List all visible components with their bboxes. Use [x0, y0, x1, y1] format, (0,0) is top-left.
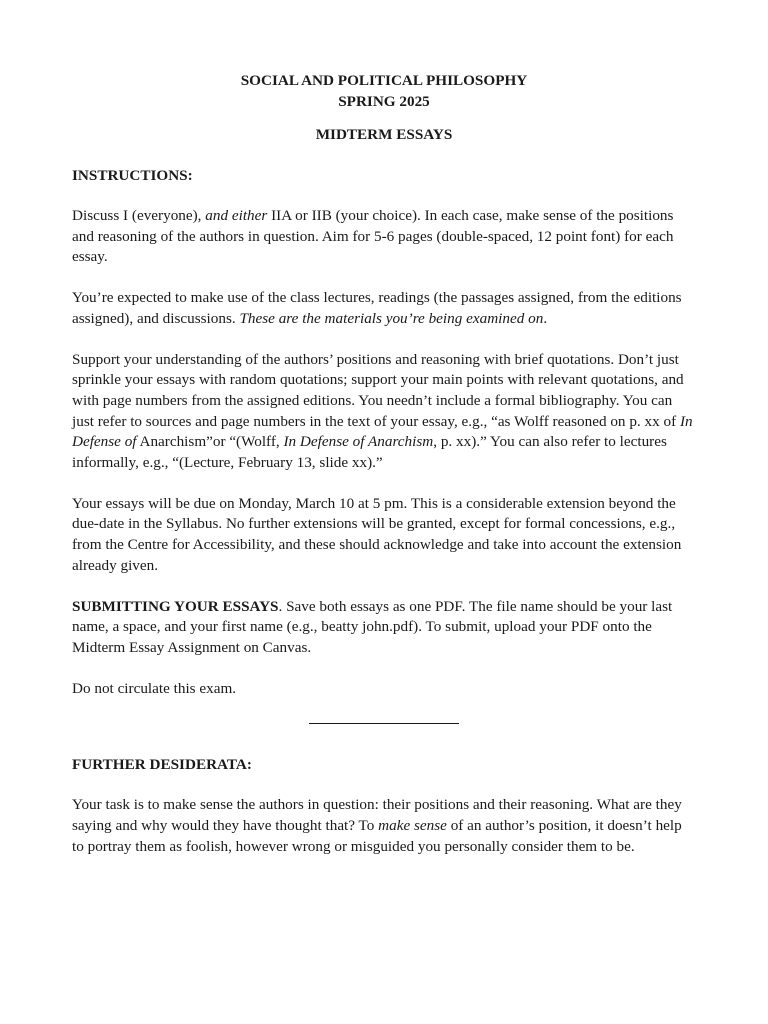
text-run: You’re expected to make use of the class lectures, readings (the passages assigned, from the editions assigned), and discussions. [72, 289, 682, 327]
text-run: Support your understanding of the authors’ positions and reasoning with brief quotations. Don’t just sprinkle your essays with random quotations; support your main points with relevant quotations, and with page numbers from the assigned editions. You needn’t include a formal bibliography. You can just refer to sources and page numbers in the text of your essay, e.g., “as Wolff reasoned on p. xx of [72, 350, 684, 430]
term-label: SPRING 2025 [338, 93, 430, 110]
document-title: MIDTERM ESSAYS [315, 126, 453, 143]
instructions-heading: INSTRUCTIONS: [72, 167, 193, 184]
instructions-paragraph-2 [72, 288, 696, 329]
desiderata-heading: FURTHER DESIDERATA: [72, 756, 252, 774]
text-run: IIA or IIB (your choice). In each case, make sense of the positions and reasoning of the authors in question. Aim for 5-6 pages (double-spaced, 12 point font) for each essay. [72, 207, 674, 266]
instructions-paragraph-1 [72, 206, 696, 268]
text-run: Your task is to make sense the authors in question: their positions and their reasoning. What are they saying and why would they have thought that? To [72, 796, 682, 835]
text-run: . Save both essays as one PDF. The file name should be your last name, a space, and your first name (e.g., beatty john.pdf). To submit, upload your PDF onto the Midterm Essay Assignment on Canvas. [72, 597, 673, 656]
submission-paragraph [72, 597, 696, 659]
italic-text: and either [205, 207, 268, 224]
italic-text: In Defense of [72, 412, 693, 451]
text-run: Anarchism”or “(Wolff, [136, 433, 284, 451]
instructions-paragraph-3 [72, 350, 696, 474]
text-run: , p. xx).” You can also refer to lectures informally, e.g., “(Lecture, February 13, slide xx).” [72, 433, 667, 472]
italic-text: make sense [378, 817, 447, 835]
desiderata-paragraph-1 [72, 795, 696, 857]
document-page [72, 70, 696, 857]
section-divider [309, 723, 459, 724]
instructions-paragraph-4: Your essays will be due on Monday, March 10 at 5 pm. This is a considerable extension beyond the due-date in the Syllabus. No further extensions will be granted, except for formal concessions, e.g., from the Centre for Accessibility, and these should acknowledge and take into account the extension already given. [72, 494, 682, 574]
circulation-note: Do not circulate this exam. [72, 679, 237, 697]
text-run: of an author’s position, it doesn’t help to portray them as foolish, however wrong or misguided you personally consider them to be. [72, 817, 682, 855]
text-run: . [543, 309, 548, 327]
italic-text: These are the materials you’re being examined on [239, 309, 544, 327]
italic-text: In Defense of Anarchism [283, 433, 434, 451]
course-title: SOCIAL AND POLITICAL PHILOSOPHY [240, 72, 528, 89]
bold-text: SUBMITTING YOUR ESSAYS [72, 597, 279, 615]
text-run: Discuss I (everyone), [72, 207, 206, 224]
